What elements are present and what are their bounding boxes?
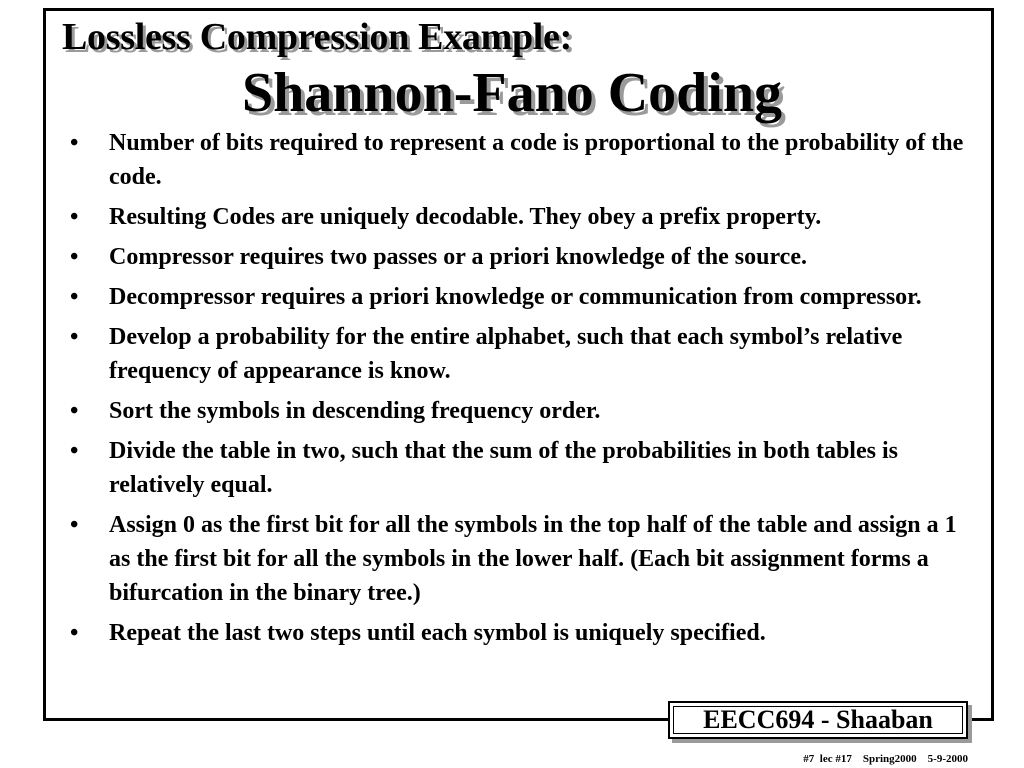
bullet-marker: • (70, 284, 79, 310)
bullet-text: Assign 0 as the first bit for all the symbols in the top half of the table and assign a 1 as the first bit for all the symbols in the lower half. (Each bit assignment forms a bifurcation in the binary tree.) (109, 512, 957, 606)
bullet-list (70, 126, 970, 656)
bullet-marker: • (70, 398, 79, 424)
slide-title-line1: Lossless Compression Example: (62, 16, 572, 58)
bullet-item (70, 434, 970, 502)
slide-meta: #7 lec #17 Spring2000 5-9-2000 (803, 753, 968, 765)
slide-title-line2 (0, 60, 1024, 126)
bullet-text: Develop a probability for the entire alphabet, such that each symbol’s relative frequency of appearance is know. (109, 324, 903, 384)
bullet-item (70, 126, 970, 194)
bullet-text: Divide the table in two, such that the sum of the probabilities in both tables is relatively equal. (109, 438, 898, 498)
course-label-box (668, 701, 968, 739)
bullet-marker: • (70, 130, 79, 156)
bullet-text: Decompressor requires a priori knowledge or communication from compressor. (109, 284, 922, 310)
bullet-item (70, 616, 970, 650)
bullet-marker: • (70, 620, 79, 646)
bullet-text: Resulting Codes are uniquely decodable. They obey a prefix property. (109, 204, 822, 230)
bullet-marker: • (70, 512, 79, 538)
bullet-item (70, 394, 970, 428)
slide-title-main: Shannon-Fano Coding (241, 62, 782, 124)
bullet-text: Compressor requires two passes or a priori knowledge of the source. (109, 244, 807, 270)
bullet-text: Number of bits required to represent a code is proportional to the probability of the code. (109, 130, 964, 190)
course-label: EECC694 - Shaaban (703, 705, 933, 734)
bullet-text: Repeat the last two steps until each symbol is uniquely specified. (109, 620, 766, 646)
bullet-item (70, 240, 970, 274)
bullet-item (70, 280, 970, 314)
course-label-inner-border (673, 706, 963, 734)
bullet-marker: • (70, 324, 79, 350)
bullet-marker: • (70, 244, 79, 270)
bullet-item (70, 320, 970, 388)
bullet-item (70, 200, 970, 234)
bullet-item (70, 508, 970, 610)
bullet-marker: • (70, 204, 79, 230)
bullet-text: Sort the symbols in descending frequency order. (109, 398, 601, 424)
bullet-marker: • (70, 438, 79, 464)
